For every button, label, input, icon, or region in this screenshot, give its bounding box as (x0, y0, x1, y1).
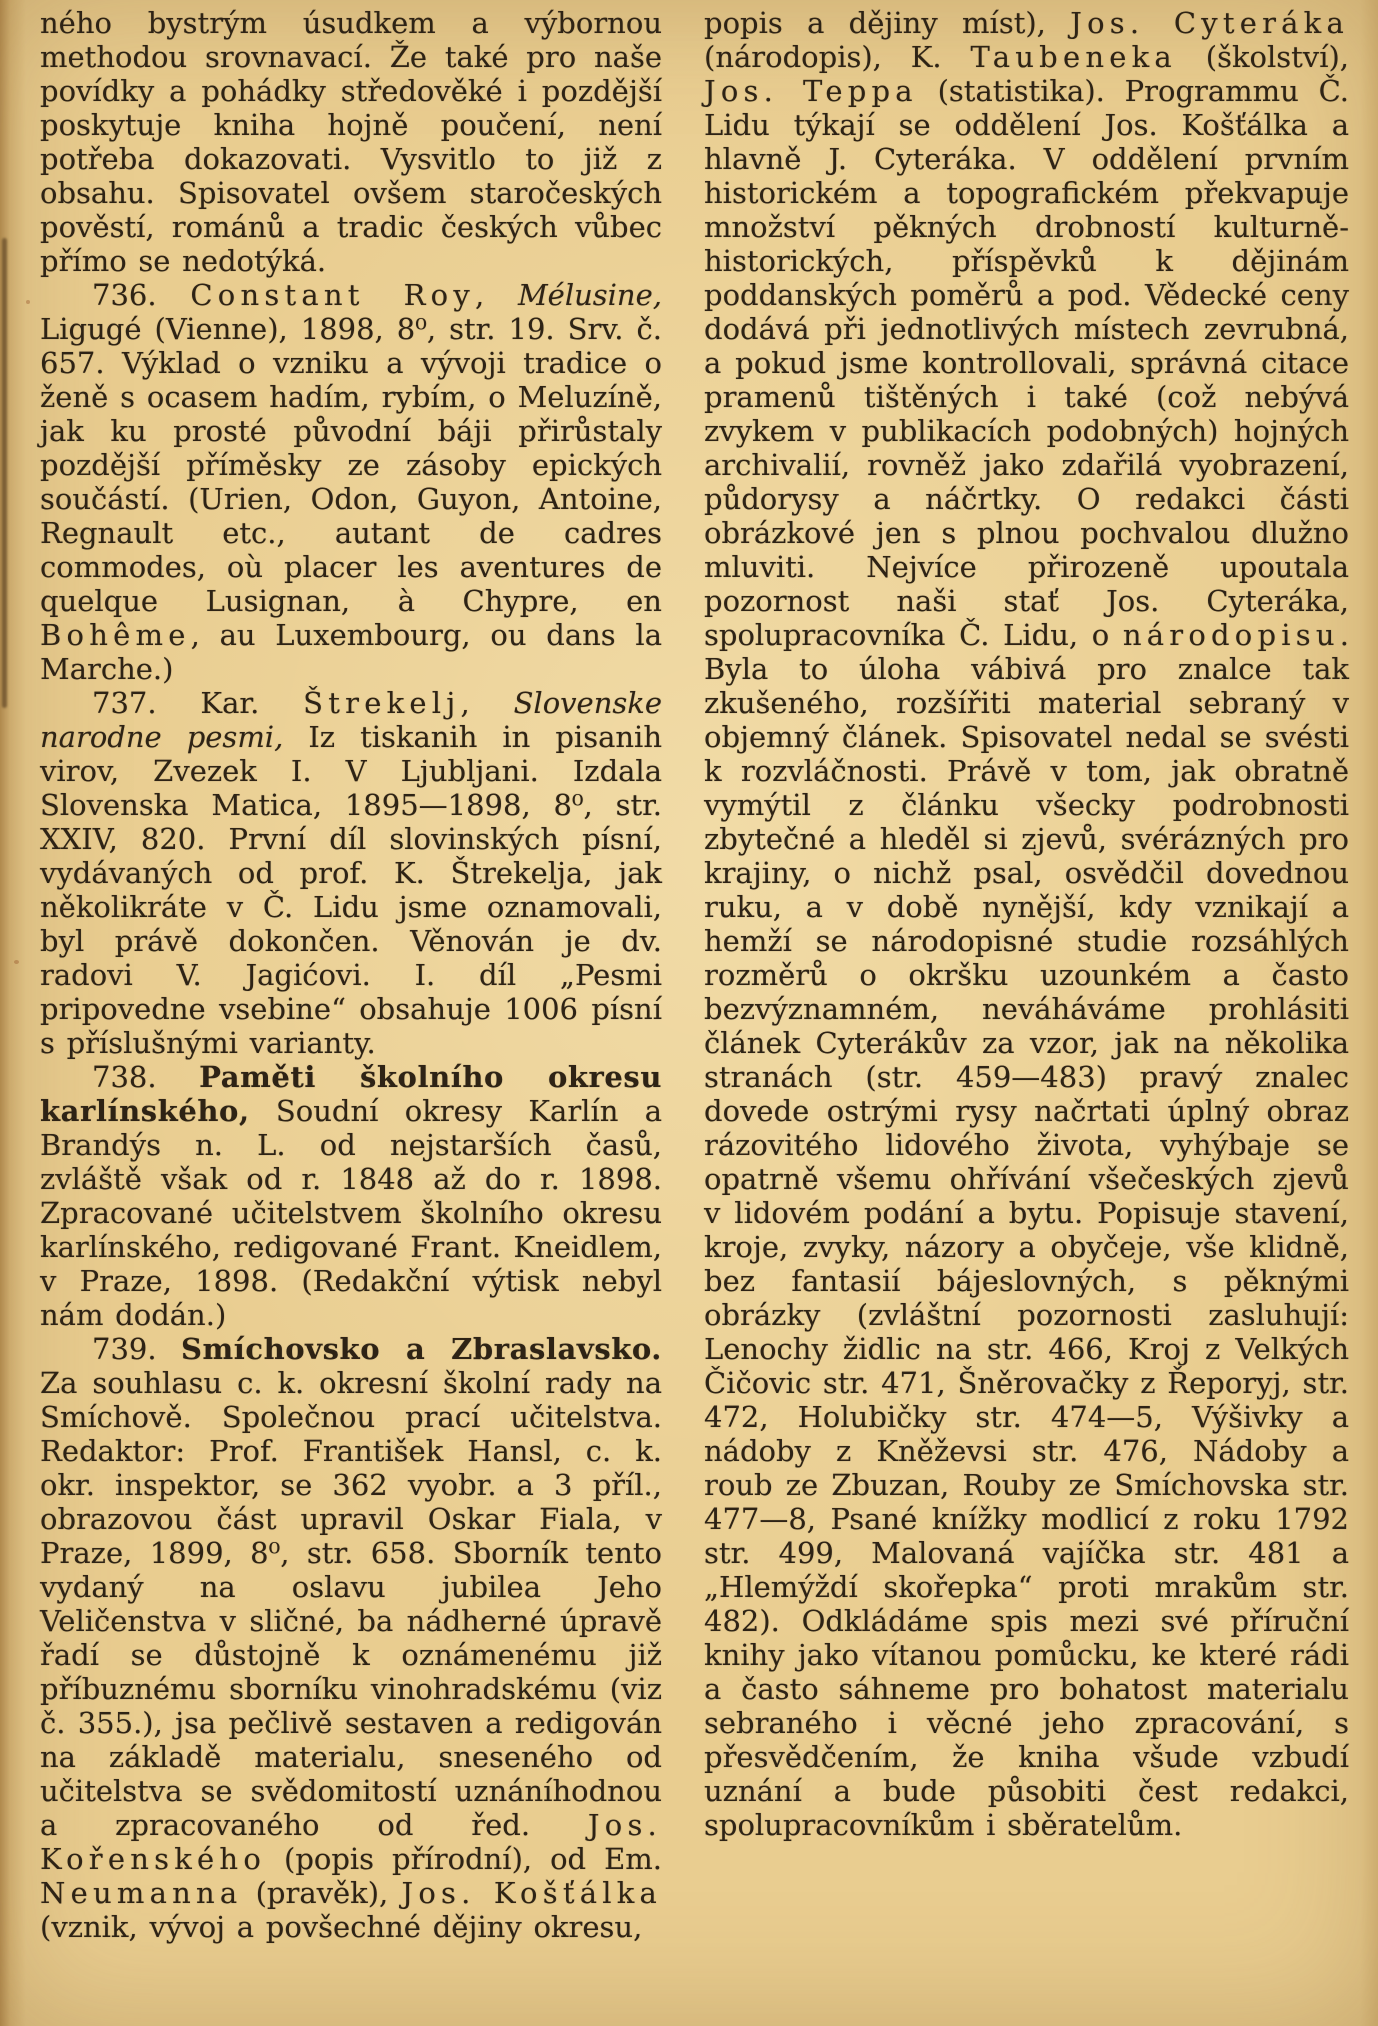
text-column-left (40, 6, 662, 1944)
text-segment: (statistika). Programmu Č. Lidu týkají se oddělení Jos. Košťálka a hlavně J. Cyteráka. V oddělení prvním historickém a topografickém překvapuje množství pěkných drobností kulturně-historických, příspěvků k dějinám poddanských poměrů a pod. Vědecké ceny dodává při jednotlivých místech zevrubná, a pokud jsme kontrollovali, správná citace pramenů tištěných i také (což nebývá zvykem v publikacích podobných) hojných archivalií, rovněž jako zdařilá vyobrazení, půdorysy a náčrtky. O redakci části obrázkové jen s plnou pochvalou dlužno mluviti. Nejvíce přirozeně upoutala pozornost naši stať Jos. Cyteráka, spolupracovníka Č. Lidu, o (704, 74, 1349, 652)
author-name: Jos. Teppa (704, 74, 918, 108)
text-segment: (národopis), K. (704, 40, 971, 74)
bibliography-entry-738 (40, 1060, 662, 1332)
entry-number: 737. Kar. (92, 686, 304, 720)
author-name: Štrekelj (303, 686, 461, 720)
paragraph-continuation (704, 6, 1349, 1842)
entry-number: 738. (92, 1060, 200, 1094)
author-name: Neumanna (40, 1876, 243, 1910)
letterspaced-word: Bohême (40, 618, 191, 652)
text-segment: (vznik, vývoj a povšechné dějiny okresu, (40, 1910, 643, 1944)
text-segment: (popis přírodní), od Em. (266, 1842, 662, 1876)
text-segment: Ligugé (Vienne), 1898, 8⁰, str. 19. Srv. č. 657. Výklad o vzniku a vývoji tradice o ženě s ocasem hadím, rybím, o Meluzíně, jak ku prosté původní báji přirůstaly pozdější příměsky ze zásoby epických součástí. (Urien, Odon, Guyon, Antoine, Regnault etc., autant de cadres commodes, où placer les aventures de quelque Lusignan, à Chypre, en (40, 312, 662, 618)
work-title: Paměti školního okresu karlínského, (40, 1060, 662, 1128)
author-name: Taubeneka (970, 40, 1177, 74)
text-segment: Iz tiskanih in pisanih virov, Zvezek I. V Ljubljani. Izdala Slovenska Matica, 1895—1898, 8⁰, str. XXIV, 820. První díl slovinských písní, vydávaných od prof. K. Štrekelja, jak několikráte v Č. Lidu jsme oznamovali, byl právě dokončen. Věnován je dv. radovi V. Jagićovi. I. díl „Pesmi pripovedne vsebine“ obsahuje 1006 písní s příslušnými varianty. (40, 720, 662, 1060)
author-name: Jos. Košťálka (401, 1876, 662, 1910)
work-title: Smíchovsko a Zbraslavsko. (180, 1332, 662, 1366)
work-title: Slovenske narodne pesmi, (40, 686, 663, 754)
text-segment: , (474, 278, 518, 312)
text-segment: Soudní okresy Karlín a Brandýs n. L. od nejstarších časů, zvláště však od r. 1848 až do r. 1898. Zpracované učitelstvem školního okresu karlínského, redigované Frant. Kneidlem, v Praze, 1898. (Redakční výtisk nebyl nám dodán.) (40, 1094, 662, 1332)
entry-number: 736. (92, 278, 191, 312)
bibliography-entry-736 (40, 278, 662, 686)
entry-number: 739. (92, 1332, 181, 1366)
text-segment: Za souhlasu c. k. okresní školní rady na Smíchově. Společnou prací učitelstva. Redaktor: Prof. František Hansl, c. k. okr. inspektor, se 362 vyobr. a 3 příl., obrazovou část upravil Oskar Fiala, v Praze, 1899, 8⁰, str. 658. Sborník tento vydaný na oslavu jubilea Jeho Veličenstva v sličné, ba nádherné úpravě řadí se důstojně k oznámenému již příbuznému sborníku vinohradskému (viz č. 355.), jsa pečlivě sestaven a redigován na základě materialu, sneseného od učitelstva se svědomitostí uznáníhodnou a zpracovaného od řed. (40, 1366, 662, 1842)
work-title: Mélusine, (517, 278, 662, 312)
author-name: Jos. Cyteráka (1070, 6, 1349, 40)
author-name: Jos. Kořenského (40, 1808, 662, 1876)
text-segment: , (460, 686, 514, 720)
text-segment: popis a dějiny míst), (704, 6, 1071, 40)
text-segment: . Byla to úloha vábivá pro znalce tak zkušeného, rozšířiti material sebraný v objemný článek. Spisovatel nedal se svésti k rozvláčnosti. Právě v tom, jak obratně vymýtil z článku všecky podrobnosti zbytečné a hleděl si zjevů, svérázných pro krajiny, o nichž psal, osvědčil dovednou ruku, a v době nynější, kdy vznikají a hemží se národopisné studie rozsáhlých rozměrů o okršku uzounkém a často bezvýznamném, neváháváme prohlásiti článek Cyterákův za vzor, jak na několika stranách (str. 459—483) pravý znalec dovede ostrými rysy načrtati úplný obraz rázovitého lidového života, vyhýbaje se opatrně všemu ohřívání všečeských zjevů v lidovém podání a bytu. Popisuje stavení, kroje, zvyky, názory a obyčeje, vše klidně, bez fantasií bájeslovných, s pěknými obrázky (zvláštní pozornosti zasluhují: Lenochy židlic na str. 466, Kroj z Velkých Čičovic str. 471, Šněrovačky z Řeporyj, str. 472, Holubičky str. 474—5, Výšivky a nádoby z Kněževsi str. 476, Nádoby a roub ze Zbuzan, Rouby ze Smíchovska str. 477—8, Psané knížky modlicí z roku 1792 str. 499, Malovaná vajíčka str. 481 a „Hlemýždí skořepka“ proti mrakům str. 482). Odkládáme spis mezi své příruční knihy jako vítanou pomůcku, ke které rádi a často sáhneme pro bohatost materialu sebraného i věcné jeho zpracování, s přesvědčením, že kniha všude vzbudí uznání a bude působiti čest redakci, spolupracovníkům i sběratelům. (704, 618, 1349, 1842)
letterspaced-word: národopisu (1122, 618, 1340, 652)
text-segment: (školství), (1176, 40, 1349, 74)
text-segment: ného bystrým úsudkem a výbornou methodou srovnavací. Že také pro naše povídky a pohádky středověké i pozdější poskytuje kniha hojně poučení, není potřeba dokazovati. Vysvitlo to již z obsahu. Spisovatel ovšem staročeských pověstí, románů a tradic českých vůbec přímo se nedotýká. (40, 6, 662, 278)
paragraph-continuation (40, 6, 662, 278)
text-segment: (pravěk), (242, 1876, 402, 1910)
author-name: Constant Roy (190, 278, 475, 312)
bibliography-entry-739 (40, 1332, 662, 1944)
text-column-right (704, 6, 1349, 1944)
bibliography-entry-737 (40, 686, 662, 1060)
text-segment: , au Luxembourg, ou dans la Marche.) (40, 618, 662, 686)
